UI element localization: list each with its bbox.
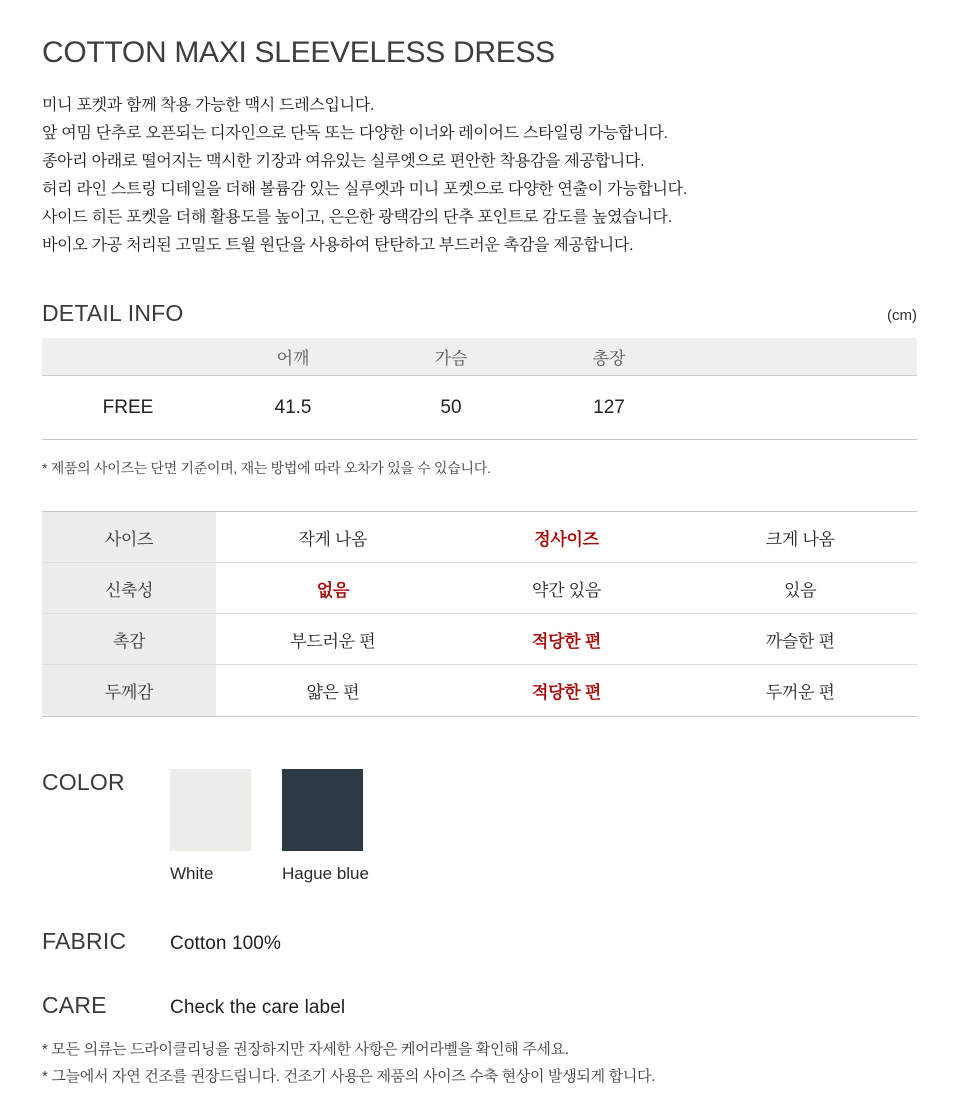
size-spec-header-row	[42, 338, 917, 376]
swatch-label: White	[170, 864, 214, 883]
care-value: Check the care label	[170, 997, 346, 1018]
color-swatches	[170, 769, 369, 884]
unit-label: (cm)	[887, 307, 917, 324]
detail-info-header	[42, 300, 917, 326]
fit-option: 있음	[784, 580, 817, 600]
fit-option: 정사이즈	[534, 529, 599, 549]
fit-row-size	[42, 512, 917, 563]
product-description	[42, 92, 917, 260]
table-row	[42, 376, 917, 439]
fit-row-label: 신축성	[42, 563, 216, 613]
care-note-line: * 그늘에서 자연 건조를 권장드립니다. 건조기 사용은 제품의 사이즈 수축 현상이 발생되게 합니다.	[42, 1068, 656, 1085]
care-note-line: * 모든 의류는 드라이클리닝을 권장하지만 자세한 사항은 케어라벨을 확인해 주세요.	[42, 1041, 569, 1058]
fit-row-thickness	[42, 665, 917, 716]
fit-option: 적당한 편	[532, 683, 601, 702]
fit-option: 크게 나옴	[765, 529, 835, 549]
fabric-value: Cotton 100%	[170, 933, 281, 954]
color-section	[42, 769, 917, 884]
white-swatch-image	[170, 769, 251, 851]
care-heading: CARE	[42, 992, 107, 1018]
color-heading: COLOR	[42, 769, 125, 795]
care-notes	[42, 1036, 917, 1090]
column-header-chest: 가슴	[434, 349, 468, 368]
size-value-shoulder: 41.5	[274, 396, 312, 418]
detail-info-heading: DETAIL INFO	[42, 300, 184, 326]
care-line	[42, 992, 917, 1019]
description-line: 앞 여밈 단추로 오픈되는 디자인으로 단독 또는 다양한 이너와 레이어드 스타일링 가능합니다.	[42, 125, 668, 142]
description-line: 사이드 히든 포켓을 더해 활용도를 높이고, 은은한 광택감의 단추 포인트로 감도를 높였습니다.	[42, 209, 672, 226]
fit-option: 두꺼운 편	[765, 683, 835, 702]
fit-option: 약간 있음	[532, 580, 601, 600]
column-header-shoulder: 어깨	[276, 349, 310, 368]
fit-option: 적당한 편	[532, 631, 601, 651]
fit-option: 부드러운 편	[290, 631, 376, 651]
fabric-section	[42, 928, 917, 955]
description-line: 바이오 가공 처리된 고밀도 트윌 원단을 사용하여 탄탄하고 부드러운 촉감을 제공합니다.	[42, 237, 634, 254]
care-section	[42, 992, 917, 1090]
swatch-label: Hague blue	[282, 864, 369, 883]
color-swatch-white	[170, 769, 251, 884]
fit-guide-table	[42, 511, 917, 717]
hague-blue-swatch-image	[282, 769, 363, 851]
description-line: 종아리 아래로 떨어지는 맥시한 기장과 여유있는 실루엣으로 편안한 착용감을 제공합니다.	[42, 153, 645, 170]
description-line: 허리 라인 스트링 디테일을 더해 볼륨감 있는 실루엣과 미니 포켓으로 다양한 연출이 가능합니다.	[42, 181, 687, 198]
size-spec-table	[42, 338, 917, 440]
fit-option: 없음	[316, 580, 349, 600]
size-value-total-length: 127	[593, 396, 625, 418]
size-name: FREE	[102, 396, 154, 418]
color-swatch-hague-blue	[282, 769, 369, 884]
size-value-chest: 50	[440, 396, 462, 418]
page-title: COTTON MAXI SLEEVELESS DRESS	[42, 36, 555, 69]
fit-option: 작게 나옴	[298, 529, 368, 549]
fabric-heading: FABRIC	[42, 928, 127, 954]
fit-row-label: 두께감	[42, 665, 216, 716]
fit-row-label: 촉감	[42, 614, 216, 664]
column-header-total-length: 총장	[592, 349, 626, 368]
fit-option: 까슬한 편	[765, 631, 835, 651]
fit-row-stretch	[42, 563, 917, 614]
description-line: 미니 포켓과 함께 착용 가능한 맥시 드레스입니다.	[42, 97, 375, 114]
size-measure-note: * 제품의 사이즈는 단면 기준이며, 재는 방법에 따라 오차가 있을 수 있습니다.	[42, 460, 491, 476]
fit-option: 얇은 편	[306, 683, 360, 702]
fit-row-texture	[42, 614, 917, 665]
fit-row-label: 사이즈	[42, 512, 216, 562]
detail-info-section	[42, 300, 917, 478]
